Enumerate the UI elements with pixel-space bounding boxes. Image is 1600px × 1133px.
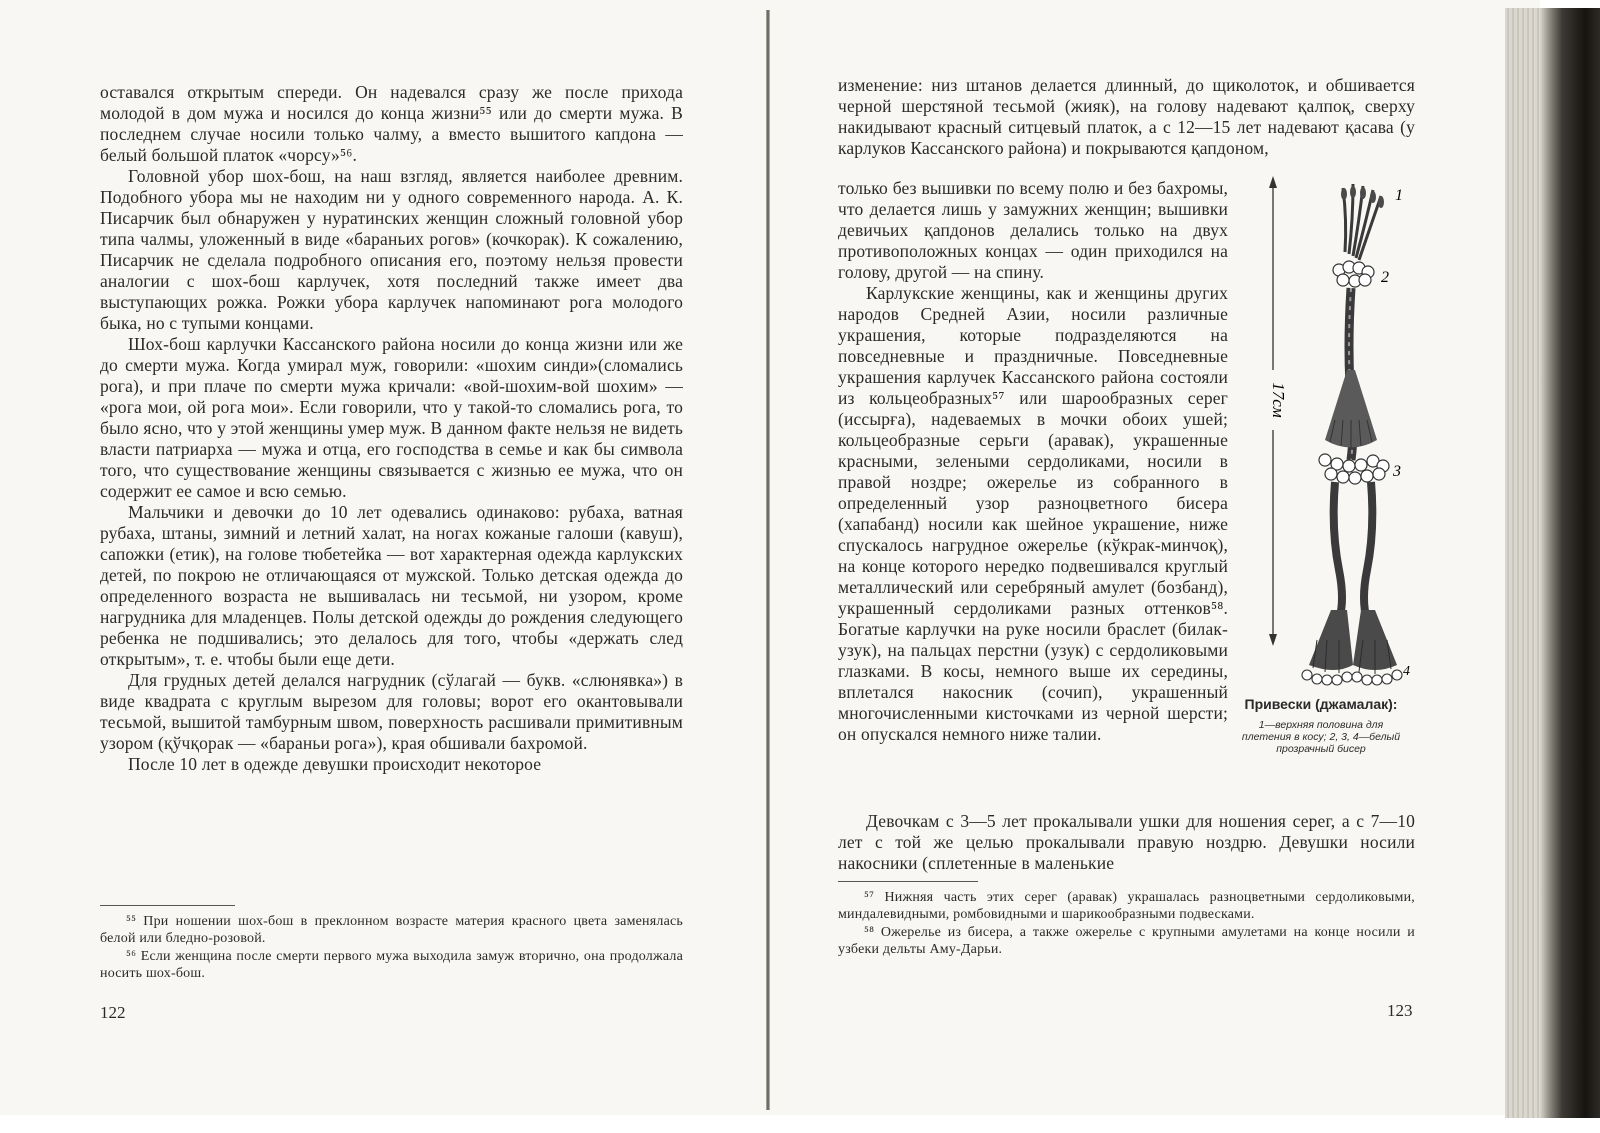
paragraph: Головной убор шох-бош, на наш взгляд, является наиболее древним. Подобного убора мы не находим ни у одного современного народа. А. К. Писарчик был обнаружен у нуратинских женщин сложный головной убор типа чалмы, уложенный в виде «бараньих рогов» (кочкорак). К сожалению, Писарчик не сделала подробного описания его, поэтому нельзя провести аналогии с шох-бош карлучек, хотя последний также имеет два выступающих рожка. Рожки убора карлучек напоминают рога молодого быка, но с тупыми концами.: [100, 166, 683, 333]
footnote: ⁵⁶ Если женщина после смерти первого мужа выходила замуж вторично, она продолжала носить шох-бош.: [100, 949, 683, 981]
left-page-body: [100, 82, 683, 775]
book-gutter: [766, 10, 770, 1110]
part-label: 3: [1393, 463, 1401, 480]
left-footnotes: [100, 914, 683, 984]
right-page-body-wrap: [838, 178, 1228, 745]
footnote-rule: [100, 905, 235, 906]
paragraph: Шох-бош карлучки Кассанского района носили до конца жизни или же до смерти мужа. Когда умирал муж, говорили: «шохим синди»(сломались рога), и при плаче по смерти мужа кричали: «вой-шохим-вой шохим» — «рога мои, ой рога мои». Если говорили, что у такой-то сломались рога, то было ясно, что у этой женщины умер муж. В данном факте нельзя не видеть власти патриарха — мужа и отца, его господства в семье и как бы символа того, что существование женщины связывается с жизнью ее мужа, что он содержит ее самое и всю семью.: [100, 334, 683, 501]
part-label: 1: [1395, 187, 1403, 204]
pendant-illustration: [1235, 170, 1415, 695]
book-cover-edge: [1540, 8, 1600, 1118]
footnote: ⁵⁷ Нижняя часть этих серег (аравак) украшалась разноцветными сердоликовыми, миндалевидными, ромбовидными и шарикообразными подвесками.: [838, 890, 1415, 922]
footnote: ⁵⁵ При ношении шох-бош в преклонном возрасте материя красного цвета заменялась белой или бледно-розовой.: [100, 914, 683, 946]
footnote-rule: [838, 881, 978, 882]
caption-title: Привески (джамалак):: [1244, 696, 1398, 712]
paragraph: оставался открытым спереди. Он надевался сразу же после прихода молодой в дом мужа и носился до конца жизни⁵⁵ или до смерти мужа. В последнем случае носили только чалму, а вместо вышитого капдона — белый большой платок «чорсу»⁵⁶.: [100, 82, 683, 165]
right-page-body-top: [838, 75, 1415, 159]
paragraph: Для грудных детей делался нагрудник (сўлагай — букв. «слюнявка») в виде квадрата с круглым вырезом для головы; ворот его окантовывали тесьмой, вышитой тамбурным швом, поверхность расшивали примитивным узором (қўчқорак — «бараньи рога»), края обшивали бахромой.: [100, 670, 683, 753]
right-footnotes: [838, 890, 1415, 960]
page-number: 123: [1387, 1001, 1413, 1020]
paragraph: Девочкам с 3—5 лет прокалывали ушки для ношения серег, а с 7—10 лет с той же целью прокалывали правую ноздрю. Девушки носили накосники (сплетенные в маленькие: [838, 811, 1415, 873]
paragraph: изменение: низ штанов делается длинный, до щиколоток, и обшивается черной шерстяной тесьмой (жияк), на голову надевают қалпоқ, сверху накидывают красный ситцевый платок, а с 12—15 лет надевают қасава (у карлуков Кассанского района) и покрываются қапдоном,: [838, 75, 1415, 158]
paragraph: Карлукские женщины, как и женщины других народов Средней Азии, носили различные украшения, которые подразделяются на повседневные и праздничные. Повседневные украшения карлучек Кассанского района состояли из кольцеобразных⁵⁷ или шарообразных серег (иссырға), надеваемых в мочки обоих ушей; кольцеобразные серьги (аравак), украшенные красными, зелеными сердоликами, носили в правой ноздре; ожерелье из собранного в определенный узор разноцветного бисера (хапабанд) носили как шейное украшение, ниже спускалось нагрудное ожерелье (кўкрак-минчоқ), на конце которого нередко подвешивался круглый металлический или серебряный амулет (бозбанд), украшенный сердоликами разных оттенков⁵⁸. Богатые карлучки на руке носили браслет (билак-узук), на пальцах перстни (узук) с сердоликовыми глазками. В косы, немного выше их середины, вплетался накосник (сочип), украшенный многочисленными кисточками из черной шерсти; он опускался немного ниже талии.: [838, 283, 1228, 744]
measure-label: 17см: [1269, 382, 1288, 418]
page-number: 122: [100, 1003, 126, 1022]
part-label: 2: [1381, 269, 1389, 286]
paragraph: только без вышивки по всему полю и без бахромы, что делается лишь у замужних женщин; вышивки девичьих қапдонов делались только на двух противоположных концах — один приходился на голову, другой — на спину.: [838, 178, 1228, 282]
part-label: 4: [1403, 664, 1410, 679]
paragraph: Мальчики и девочки до 10 лет одевались одинаково: рубаха, ватная рубаха, штаны, зимний и летний халат, на ногах кожаные галоши (кавуш), сапожки (етик), на голове тюбетейка — вот характерная одежда карлукских детей, по покрою не отличающаяся от мужской. Только детская одежда до определенного возраста не вышивалась ни тесьмой, ни узором, кроме нагрудника для младенцев. Полы детской одежды до рождения следующего ребенка не подшивались; это делалось для того, чтобы «держать след открытым», т. е. чтобы были еще дети.: [100, 502, 683, 669]
footnote: ⁵⁸ Ожерелье из бисера, а также ожерелье с крупными амулетами на конце носили и узбеки дельты Аму-Дарьи.: [838, 925, 1415, 957]
figure-caption: [1236, 696, 1406, 755]
page-edges: [1505, 8, 1541, 1118]
right-page-body-bottom: [838, 811, 1415, 874]
caption-legend: 1—верхняя половина для плетения в косу; 2, 3, 4—белый прозрачный бисер: [1241, 719, 1401, 755]
paragraph: После 10 лет в одежде девушки происходит некоторое: [128, 754, 542, 774]
